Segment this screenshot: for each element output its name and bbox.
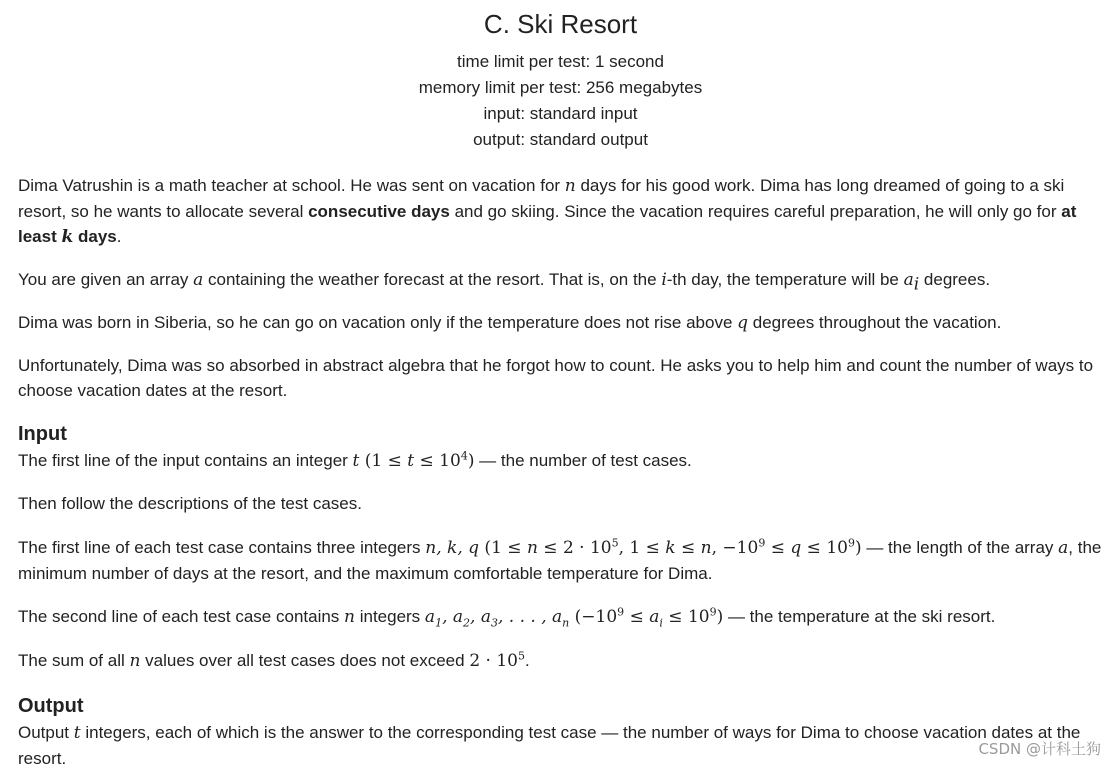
output-type: output: standard output (473, 130, 648, 149)
input-line-4: The second line of each test case contains n integers $a_1$, $a_2$, $a_3$, . . . , $a_n$ $(-10^9 \le a_i \le 10^9)$ — the temperature at the ski resort. (18, 605, 996, 630)
statement-paragraph-2: You are given an array a containing the weather forecast at the resort. That is, on the i-th day, the temperature will be $a_i$ degrees. (18, 270, 991, 295)
time-limit: time limit per test: 1 second (457, 52, 664, 71)
problem-limits (18, 49, 1103, 153)
output-line-1: Output t integers, each of which is the answer to the corresponding test case — the number of ways for Dima to choose vacation dates at the resort. (18, 723, 1081, 768)
input-line-1: The first line of the input contains an integer t $(1 \le t \le 10^4)$ — the number of test cases. (18, 449, 692, 471)
memory-limit: memory limit per test: 256 megabytes (418, 78, 703, 97)
statement-paragraph-3: Dima was born in Siberia, so he can go on vacation only if the temperature does not rise above q degrees throughout the vacation. (18, 313, 1002, 333)
input-line-5: The sum of all n values over all test cases does not exceed $2 \cdot 10^5$. (18, 649, 530, 671)
input-section-title: Input (18, 423, 67, 445)
problem-title: C. Ski Resort (483, 9, 638, 39)
input-line-2: Then follow the descriptions of the test cases. (18, 494, 362, 513)
statement-paragraph-1: Dima Vatrushin is a math teacher at school. He was sent on vacation for n days for his good work. Dima has long dreamed of going to a ski resort, so he wants to allocate several consecutive days and go skiing. Since the vacation requires careful preparation, he will only go for at least k days. (18, 176, 1077, 247)
statement-paragraph-4: Unfortunately, Dima was so absorbed in abstract algebra that he forgot how to count. He asks you to help him and count the number of ways to choose vacation dates at the resort. (18, 356, 1094, 400)
input-type: input: standard input (483, 104, 638, 123)
csdn-watermark: CSDN @计科土狗 (978, 740, 1101, 758)
problem-statement (18, 0, 1103, 771)
output-section-title: Output (18, 695, 84, 717)
input-line-3: The first line of each test case contains three integers n, k, q ($1 \le n \le 2 \cdot 10^5$, 1 ≤ k ≤ n, $-10^9 \le q \le 10^9$) — the length of the array a, the minimum number of days at the resort, and the maximum comfortable temperature for Dima. (18, 536, 1102, 583)
